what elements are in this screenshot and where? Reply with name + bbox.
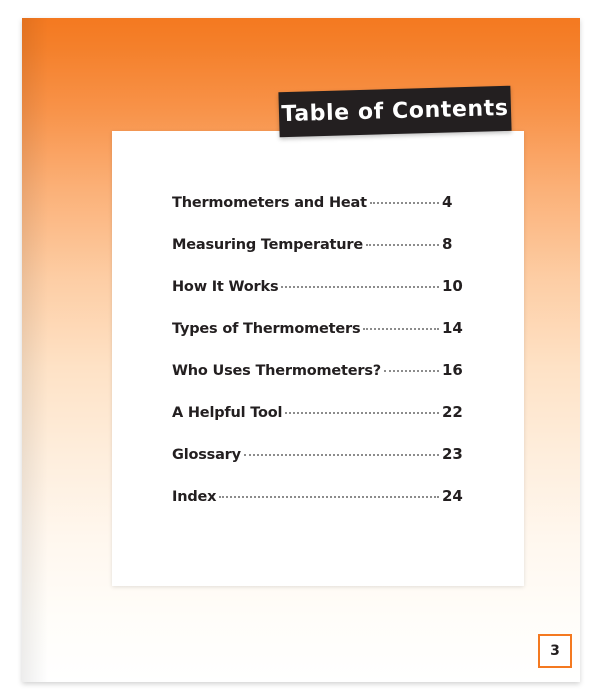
- toc-leader-dots: [219, 496, 439, 498]
- toc-entry-title: Glossary: [172, 447, 241, 463]
- toc-leader-dots: [370, 202, 439, 204]
- toc-entry-page: 22: [442, 403, 463, 421]
- toc-leader-dots: [363, 328, 439, 330]
- toc-entry-page: 14: [442, 319, 463, 337]
- toc-entry-title: Measuring Temperature: [172, 237, 363, 253]
- toc-entry-page: 8: [442, 235, 453, 253]
- toc-entry[interactable]: [172, 487, 468, 529]
- toc-entry[interactable]: [172, 361, 468, 403]
- page-title: Table of Contents: [281, 95, 509, 128]
- toc-leader-dots: [384, 370, 439, 372]
- toc-entry[interactable]: [172, 193, 468, 235]
- toc-leader-dots: [285, 412, 439, 414]
- toc-entry-page: 23: [442, 445, 463, 463]
- toc-entry-title: How It Works: [172, 279, 279, 295]
- toc-entry-title: Types of Thermometers: [172, 321, 361, 337]
- toc-entry[interactable]: [172, 445, 468, 487]
- toc-leader-dots: [244, 454, 439, 456]
- content-card: [112, 131, 524, 586]
- toc-leader-dots: [281, 286, 439, 288]
- toc-entry-title: A Helpful Tool: [172, 405, 283, 421]
- toc-leader-dots: [366, 244, 439, 246]
- toc-entry-page: 4: [442, 193, 453, 211]
- toc-entry[interactable]: [172, 235, 468, 277]
- toc-entry[interactable]: [172, 277, 468, 319]
- toc-entry[interactable]: [172, 319, 468, 361]
- table-of-contents-banner: [278, 86, 511, 137]
- table-of-contents-list: [172, 193, 468, 529]
- page-number-box: [538, 634, 572, 668]
- toc-entry-page: 10: [442, 277, 463, 295]
- toc-entry-page: 24: [442, 487, 463, 505]
- page-number: 3: [550, 643, 560, 659]
- toc-entry[interactable]: [172, 403, 468, 445]
- book-page-background: [22, 18, 580, 682]
- toc-entry-page: 16: [442, 361, 463, 379]
- toc-entry-title: Index: [172, 489, 217, 505]
- toc-entry-title: Thermometers and Heat: [172, 195, 367, 211]
- toc-entry-title: Who Uses Thermometers?: [172, 363, 382, 379]
